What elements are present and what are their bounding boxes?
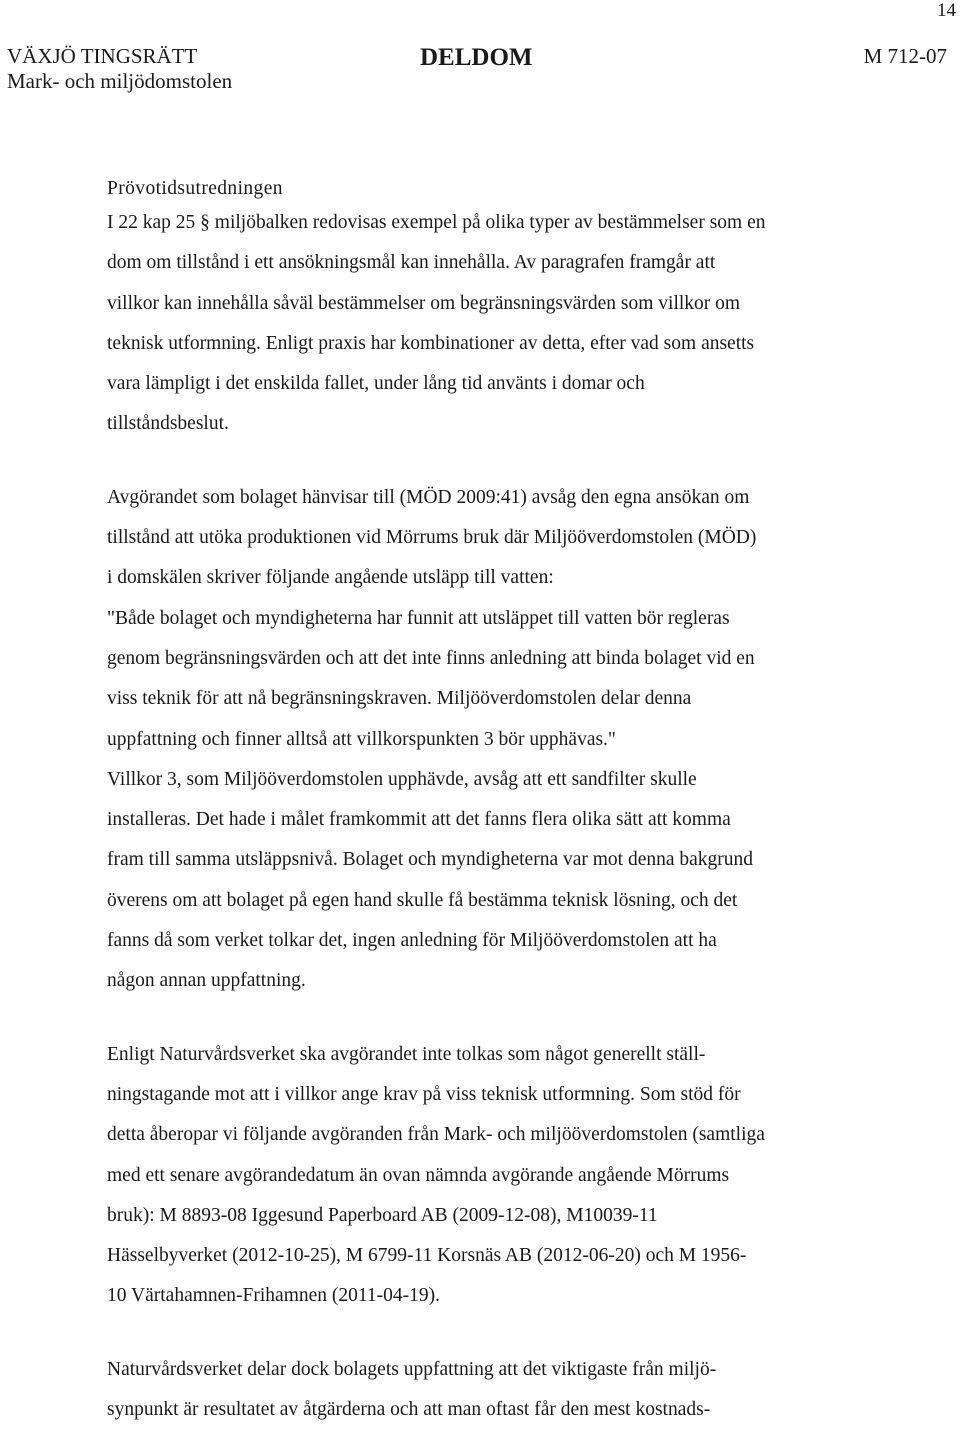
text-line: installeras. Det hade i målet framkommit att det fanns flera olika sätt att komma <box>107 809 731 831</box>
text-line: teknisk utformning. Enligt praxis har kombinationer av detta, efter vad som ansetts <box>107 332 755 354</box>
page-number: 14 <box>937 0 956 21</box>
text-line: överens om att bolaget på egen hand skulle få bestämma teknisk lösning, och det <box>107 889 738 911</box>
text-line: vara lämpligt i det enskilda fallet, under lång tid använts i domar och <box>107 373 645 395</box>
paragraph-1 <box>107 203 907 445</box>
document-body <box>107 175 907 1430</box>
document-type: DELDOM <box>420 44 533 71</box>
text-line: Naturvårdsverket delar dock bolagets uppfattning att det viktigaste från miljö- <box>107 1358 717 1380</box>
text-line: dom om tillstånd i ett ansökningsmål kan innehålla. Av paragrafen framgår att <box>107 252 716 274</box>
text-line: någon annan uppfattning. <box>107 970 306 992</box>
paragraph-4 <box>107 1350 907 1431</box>
text-line: fram till samma utsläppsnivå. Bolaget och myndigheterna var mot denna bakgrund <box>107 849 754 871</box>
text-line: i domskälen skriver följande angående utsläpp till vatten: <box>107 567 554 589</box>
text-line: uppfattning och finner alltså att villkorspunkten 3 bör upphävas." <box>107 728 616 750</box>
text-line: fanns då som verket tolkar det, ingen anledning för Miljööverdomstolen att ha <box>107 930 717 952</box>
text-line: Enligt Naturvårdsverket ska avgörandet inte tolkas som något generellt ställ- <box>107 1043 706 1065</box>
text-line: villkor kan innehålla såväl bestämmelser om begränsningsvärden som villkor om <box>107 292 741 314</box>
text-line: bruk): M 8893-08 Iggesund Paperboard AB (2009-12-08), M10039-11 <box>107 1204 658 1226</box>
text-line: Hässelbyverket (2012-10-25), M 6799-11 Korsnäs AB (2012-06-20) och M 1956- <box>107 1245 747 1267</box>
text-line: viss teknik för att nå begränsningskraven. Miljööverdomstolen delar denna <box>107 688 692 710</box>
text-line: detta åberopar vi följande avgöranden från Mark- och miljööverdomstolen (samtliga <box>107 1124 765 1146</box>
text-line: Avgörandet som bolaget hänvisar till (MÖD 2009:41) avsåg den egna ansökan om <box>107 486 750 508</box>
text-line: ningstagande mot att i villkor ange krav på viss teknisk utformning. Som stöd för <box>107 1083 741 1105</box>
court-header <box>7 44 232 94</box>
text-line: 10 Värtahamnen-Frihamnen (2011-04-19). <box>107 1285 441 1307</box>
court-division: Mark- och miljödomstolen <box>7 69 233 93</box>
paragraph-2 <box>107 478 907 1002</box>
text-line: genom begränsningsvärden och att det inte finns anledning att binda bolaget vid en <box>107 647 755 669</box>
text-line: synpunkt är resultatet av åtgärderna och att man oftast får den mest kostnads- <box>107 1399 711 1421</box>
court-name: VÄXJÖ TINGSRÄTT <box>7 44 198 68</box>
section-heading: Prövotidsutredningen <box>107 178 283 199</box>
case-number: M 712-07 <box>863 44 947 68</box>
paragraph-3 <box>107 1035 907 1317</box>
text-line: tillståndsbeslut. <box>107 413 229 435</box>
text-line: "Både bolaget och myndigheterna har funnit att utsläppet till vatten bör regleras <box>107 607 730 629</box>
text-line: med ett senare avgörandedatum än ovan nämnda avgörande angående Mörrums <box>107 1164 730 1186</box>
text-line: Villkor 3, som Miljööverdomstolen upphävde, avsåg att ett sandfilter skulle <box>107 768 697 790</box>
text-line: I 22 kap 25 § miljöbalken redovisas exempel på olika typer av bestämmelser som en <box>107 212 766 233</box>
text-line: tillstånd att utöka produktionen vid Mörrums bruk där Miljööverdomstolen (MÖD) <box>107 527 757 549</box>
